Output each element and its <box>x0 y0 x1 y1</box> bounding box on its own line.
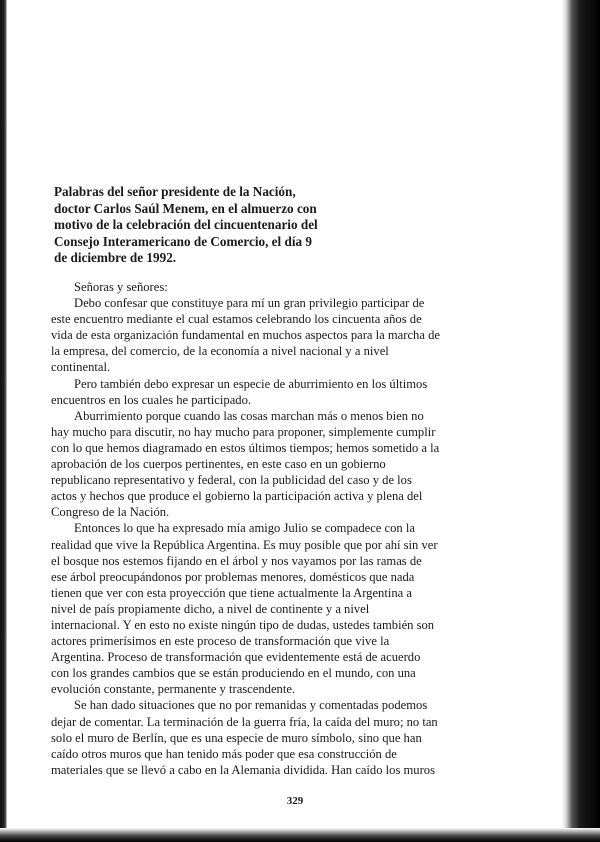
body-line: republicano representativo y federal, con la publicidad del caso y de los <box>51 473 412 488</box>
body-line: aprobación de los cuerpos pertinentes, en este caso en un gobierno <box>51 457 386 472</box>
body-line: caído otros muros que han tenido más poder que esa construcción de <box>51 746 397 761</box>
body-line: el bosque nos estemos fijando en el árbol y nos vayamos por las ramas de <box>51 553 422 568</box>
body-line: continental. <box>51 360 111 375</box>
body-line: realidad que vive la República Argentina. Es muy posible que por ahí sin ver <box>51 537 438 552</box>
body-line: Señoras y señores: <box>74 280 168 294</box>
body-line: actos y hechos que produce el gobierno la participación activa y plena del <box>51 489 423 504</box>
body-line: la empresa, del comercio, de la economía a nivel nacional y a nivel <box>51 344 389 359</box>
body-line: Argentina. Proceso de transformación que evidentemente está de acuerdo <box>51 650 421 665</box>
body-line: materiales que se llevó a cabo en la Alemania dividida. Han caído los muros <box>51 762 435 777</box>
body-line: Congreso de la Nación. <box>51 505 170 520</box>
body-line: dejar de comentar. La terminación de la guerra fría, la caída del muro; no tan <box>51 714 438 729</box>
title-line: de diciembre de 1992. <box>54 250 177 266</box>
body-line: Se han dado situaciones que no por remanidas y comentadas podemos <box>74 698 428 713</box>
body-line: Debo confesar que constituye para mí un gran privilegio participar de <box>74 296 425 311</box>
body-line: actores primerísimos en este proceso de transformación que vive la <box>51 634 390 649</box>
title-line: Consejo Interamericano de Comercio, el día 9 <box>54 233 312 249</box>
body-line: Aburrimiento porque cuando las cosas marchan más o menos bien no <box>74 408 424 423</box>
body-line: nivel de país propiamente dicho, a nivel de continente y a nivel <box>51 601 370 616</box>
title-line: doctor Carlos Saúl Menem, en el almuerzo con <box>54 200 317 216</box>
scan-edge-left <box>0 0 7 842</box>
body-line: vida de esta organización fundamental en muchos aspectos para la marcha de <box>51 328 440 343</box>
body-line: evolución constante, permanente y trascendente. <box>51 682 296 697</box>
scan-edge-right <box>562 0 600 842</box>
body-line: solo el muro de Berlín, que es una especie de muro símbolo, sino que han <box>51 730 422 745</box>
body-line: Entonces lo que ha expresado mía amigo Julio se compadece con la <box>74 521 415 536</box>
body-line: encuentros en los cuales he participado. <box>51 392 252 407</box>
speech-title <box>54 184 334 267</box>
body-line: tienen que ver con esta proyección que tiene actualmente la Argentina a <box>51 585 412 600</box>
body-line: este encuentro mediante el cual estamos celebrando los cincuenta años de <box>51 312 422 327</box>
scan-edge-bottom <box>0 828 600 842</box>
body-line: Pero también debo expresar un especie de aburrimiento en los últimos <box>74 376 428 391</box>
body-line: hay mucho para discutir, no hay mucho para proponer, simplemente cumplir <box>51 424 436 439</box>
title-line: Palabras del señor presidente de la Nación, <box>54 184 296 199</box>
body-line: con lo que hemos diagramado en estos últimos tiempos; hemos sometido a la <box>51 440 440 455</box>
speech-body <box>51 279 461 778</box>
page-number: 329 <box>286 795 304 807</box>
body-line: internacional. Y en esto no existe ningún tipo de dudas, ustedes también son <box>51 617 435 632</box>
title-line: motivo de la celebración del cincuentenario del <box>54 217 318 233</box>
body-line: ese árbol preocupándonos por problemas menores, domésticos que nada <box>51 569 415 584</box>
body-line: con los grandes cambios que se están produciendo en el mundo, con una <box>51 666 416 681</box>
